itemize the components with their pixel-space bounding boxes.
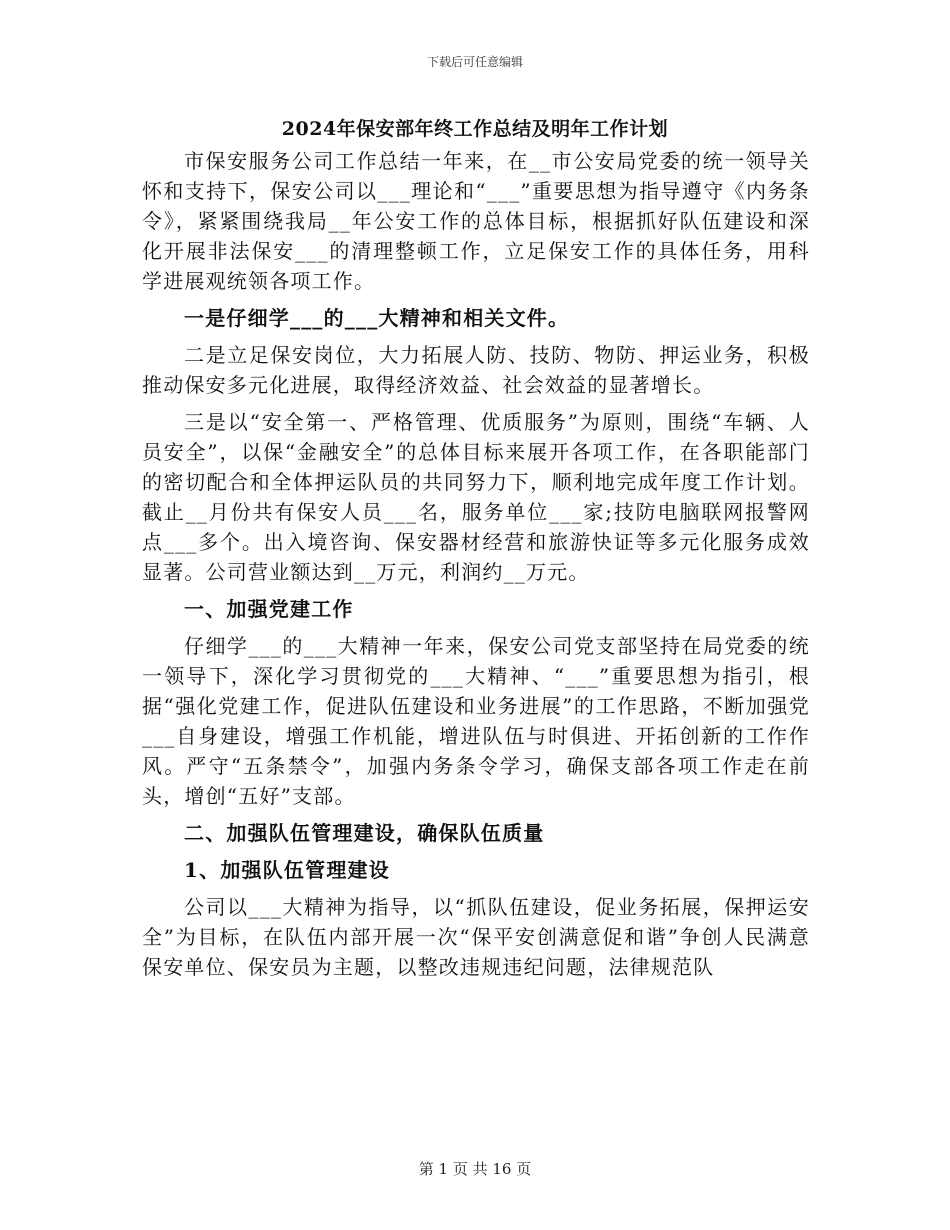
subsection-heading-team-management: 1、加强队伍管理建设 [184,858,390,882]
paragraph-point-three: 三是以“安全第一、严格管理、优质服务”为原则，围绕“车辆、人员安全”，以保“金融安全”的总体目标来展开各项工作，在各职能部门的密切配合和全体押运队员的共同努力下，顺利地完成年度工作计划。截止__月份共有保安人员___名，服务单位___家;技防电脑联网报警网点___多个。出入境咨询、保安器材经营和旅游快证等多元化服务成效显著。公司营业额达到__万元，利润约__万元。 [142,410,810,584]
header-note: 下载后可任意编辑 [426,55,523,69]
paragraph-point-one: 一是仔细学___的___大精神和相关文件。 [184,306,570,330]
paragraph-team-management: 公司以___大精神为指导，以“抓队伍建设，促业务拓展，保押运安全”为目标，在队伍内部开展一次“保平安创满意促和谐”争创人民满意保安单位、保安员为主题，以整改违规违纪问题，法律规范队 [142,895,810,979]
paragraph-intro: 市保安服务公司工作总结一年来，在__市公安局党委的统一领导关怀和支持下，保安公司以___理论和“___”重要思想为指导遵守《内务条令》，紧紧围绕我局__年公安工作的总体目标，根据抓好队伍建设和深化开展非法保安___的清理整顿工作，立足保安工作的具体任务，用科学进展观统领各项工作。 [142,149,810,293]
page-number: 第 1 页 共 16 页 [418,1160,532,1178]
section-heading-party-building: 一、加强党建工作 [184,597,354,621]
document-title: 2024年保安部年终工作总结及明年工作计划 [281,118,669,140]
document-body [142,146,810,982]
paragraph-point-two: 二是立足保安岗位，大力拓展人防、技防、物防、押运业务，积极推动保安多元化进展，取得经济效益、社会效益的显著增长。 [142,343,810,397]
paragraph-party-building: 仔细学___的___大精神一年来，保安公司党支部坚持在局党委的统一领导下，深化学习贯彻党的___大精神、“___”重要思想为指引，根据“强化党建工作，促进队伍建设和业务进展”的工作思路，不断加强党___自身建设，增强工作机能，增进队伍与时俱进、开拓创新的工作作风。严守“五条禁令”，加强内务条令学习，确保支部各项工作走在前头，增创“五好”支部。 [142,634,810,808]
section-heading-team-management: 二、加强队伍管理建设，确保队伍质量 [184,821,545,845]
